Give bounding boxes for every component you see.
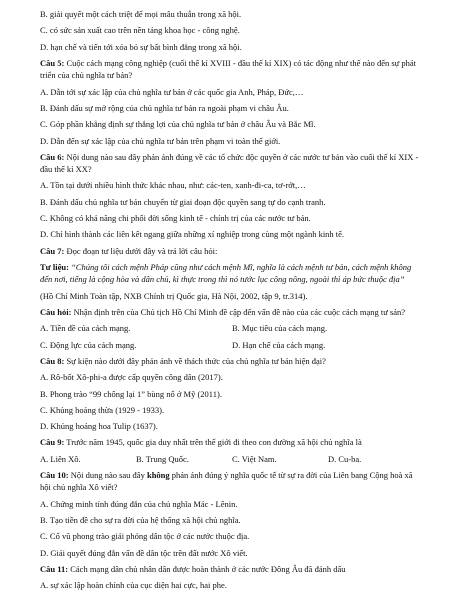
option-b: B. Mục tiêu của cách mạng. — [232, 323, 328, 334]
option-b: B. Tạo tiền đề cho sự ra đời của hệ thống xã hội chủ nghĩa. — [40, 515, 241, 525]
option-a: A. Dẫn tới sự xác lập của chủ nghĩa tư bản ở các quốc gia Anh, Pháp, Đức,… — [40, 86, 304, 97]
question-10 — [40, 469, 424, 494]
option-d: D. Dẫn đến sự xác lập của chủ nghĩa tư bản trên phạm vi toàn thế giới. — [40, 135, 281, 146]
source-citation: (Hồ Chí Minh Toàn tập, NXB Chính trị Quốc gia, Hà Nội, 2002, tập 9, tr.314). — [40, 290, 308, 301]
source-label: Tư liệu: — [40, 262, 69, 272]
question-7 — [40, 245, 424, 257]
sub-question — [40, 306, 424, 318]
option-a: A. Tiền đề của cách mạng. — [40, 323, 131, 334]
option-b: B. Phong trào “99 chống lại 1” bùng nổ ở Mỹ (2011). — [40, 388, 222, 399]
options-row — [40, 453, 424, 465]
options-row — [40, 322, 424, 334]
option-a: A. Rô-bốt Xô-phi-a được cấp quyền công dân (2017). — [40, 372, 223, 383]
question-emphasis: không — [146, 470, 170, 481]
question-text: Đọc đoạn tư liệu dưới đây và trả lời câu hỏi: — [64, 245, 218, 256]
option-c: C. Góp phần khẳng định sự thắng lợi của chủ nghĩa tư bản ở châu Âu và Bắc Mĩ. — [40, 119, 316, 130]
option-d: D. hạn chế và tiến tới xóa bỏ sự bất bình đẳng trong xã hội. — [40, 41, 242, 52]
question-label: Câu 6: — [40, 151, 65, 162]
question-label: Câu 10: — [40, 470, 69, 481]
question-label: Câu 9: — [40, 437, 65, 448]
option-c: C. Không có khả năng chi phối đời sống kinh tế - chính trị của các nước tư bản. — [40, 213, 311, 224]
question-text: Sự kiện nào dưới đây phản ánh về thách thức của chủ nghĩa tư bản hiện đại? — [64, 355, 326, 366]
option-d: D. Giải quyết đúng đắn vấn đề dân tộc trên đất nước Xô viết. — [40, 547, 248, 558]
option-d: D. Hạn chế của cách mạng. — [232, 339, 326, 350]
source-excerpt — [40, 261, 424, 286]
option-b: B. Đánh dấu chủ nghĩa tư bản chuyển từ giai đoạn độc quyền sang tự do cạnh tranh. — [40, 196, 326, 207]
option-b: B. Đánh dấu sự mở rộng của chủ nghĩa tư bản ra ngoài phạm vi châu Âu. — [40, 102, 289, 113]
option-d: D. Khủng hoảng hoa Tulip (1637). — [40, 421, 158, 432]
option-a: A. Tồn tại dưới nhiều hình thức khác nhau, như: các-ten, xanh-đi-ca, tơ-rớt,… — [40, 180, 306, 191]
question-9 — [40, 436, 424, 448]
question-8 — [40, 355, 424, 367]
question-label: Câu 11: — [40, 563, 69, 574]
option-a: A. Liên Xô. — [40, 453, 81, 464]
question-text: Trước năm 1945, quốc gia duy nhất trên thế giới đi theo con đường xã hội chủ nghĩa là — [64, 437, 362, 448]
option-d: D. Chỉ hình thành các liên kết ngang giữa những xí nghiệp trong cùng một ngành kinh tế. — [40, 229, 345, 240]
option-c: C. Khủng hoảng thừa (1929 - 1933). — [40, 404, 165, 415]
question-label: Câu 7: — [40, 245, 65, 256]
question-5 — [40, 57, 424, 82]
question-text-post: phản ánh đúng ý nghĩa quốc tế từ sự ra đời của Liên bang Cộng hoà xã hội chủ nghĩa Xô viết? — [40, 470, 413, 493]
question-text: Nội dung nào sau đây phản ánh đúng về các tổ chức độc quyền ở các nước tư bản vào cuối thế kỉ XIX - đầu thế kỉ XX? — [40, 151, 419, 175]
option-c: C. Cổ vũ phong trào giải phóng dân tộc ở các nước thuộc địa. — [40, 531, 250, 542]
option-c: C. Việt Nam. — [232, 453, 277, 464]
option-a: A. sự xác lập hoàn chỉnh của cục diện hai cực, hai phe. — [40, 580, 227, 591]
question-11 — [40, 563, 424, 575]
question-label: Câu 5: — [40, 57, 65, 68]
options-row — [40, 339, 424, 351]
option-b: B. giải quyết một cách triệt để mọi mâu thuẫn trong xã hội. — [40, 9, 242, 19]
option-d: D. Cu-ba. — [328, 453, 362, 464]
question-text: Cuộc cách mạng công nghiệp (cuối thế kỉ XVIII - đầu thế kỉ XIX) có tác động như thế nào đến sự phát triển của chủ nghĩa tư bản? — [40, 57, 417, 81]
sub-question-text: Nhận định trên của Chủ tịch Hồ Chí Minh đề cập đến vấn đề nào của các cuộc cách mạng tư sản? — [71, 306, 406, 317]
question-6 — [40, 151, 424, 176]
option-b: B. Trung Quốc. — [136, 453, 189, 464]
question-label: Câu 8: — [40, 355, 65, 366]
sub-question-label: Câu hỏi: — [40, 306, 72, 317]
option-a: A. Chứng minh tính đúng đắn của chủ nghĩa Mác - Lênin. — [40, 498, 238, 509]
source-quote: “Chúng tôi cách mệnh Pháp cũng như cách mệnh Mĩ, nghĩa là cách mệnh tư bản, cách mệnh không đến nơi, tiếng là cộng hòa và dân chủ, kì thực trong thì nó tước lục công nông, ngoài thì áp bức thuộc địa” — [40, 262, 412, 285]
option-c: C. có sức sản xuất cao trên nền tảng khoa học - công nghệ. — [40, 25, 240, 36]
option-c: C. Động lực của cách mạng. — [40, 339, 137, 350]
question-text: Cách mạng dân chủ nhân dân được hoàn thành ở các nước Đông Âu đã đánh dấu — [68, 563, 346, 574]
question-text-pre: Nội dung nào sau đây — [68, 470, 147, 481]
